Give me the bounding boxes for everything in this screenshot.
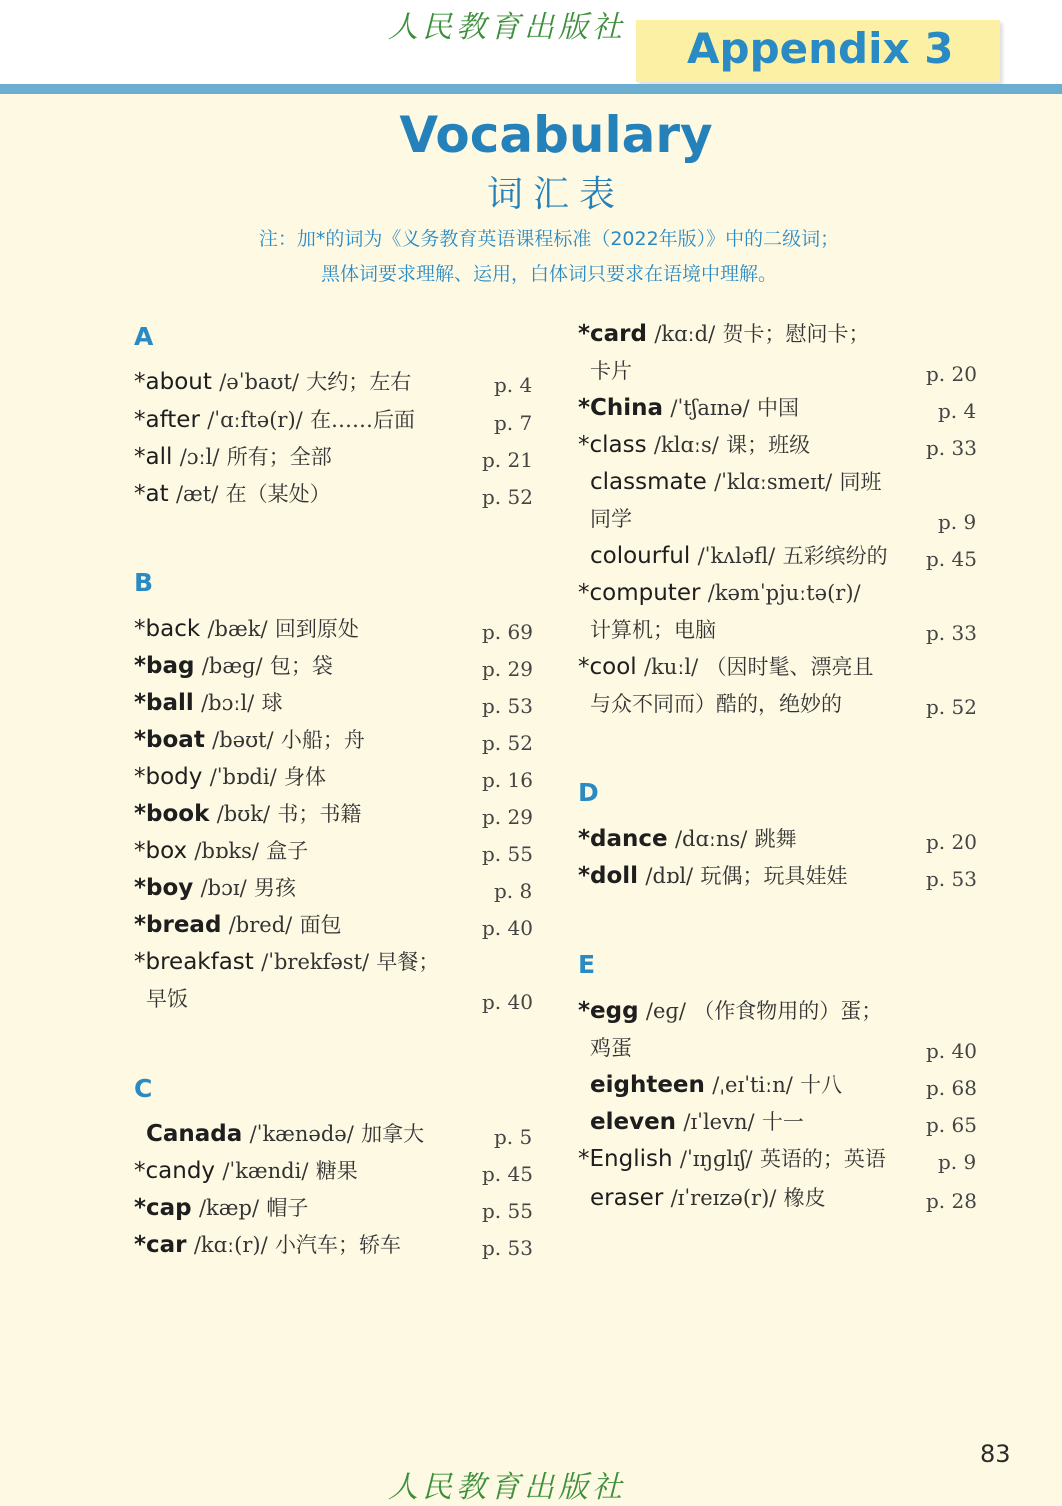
appendix-label: Appendix 3: [687, 24, 954, 73]
vocab-entry: [578, 394, 799, 422]
entry-definition: 早饭: [146, 987, 188, 1011]
entry-word: *about: [134, 369, 212, 395]
entry-phonetic: /ˈbɒdi/: [209, 765, 277, 789]
entry-page: p. 52: [926, 695, 977, 719]
entry-word: *cap: [134, 1195, 192, 1221]
entry-definition: 五彩缤纷的: [782, 544, 888, 568]
vocab-entry: [578, 653, 874, 681]
entry-word: *bread: [134, 912, 222, 938]
vocab-entry: [134, 763, 326, 791]
entry-word: *back: [134, 616, 201, 642]
entry-word: *at: [134, 481, 169, 507]
entry-definition: 身体: [283, 765, 326, 789]
header-divider: [0, 84, 1062, 94]
vocab-entry: [578, 431, 810, 459]
entry-definition: 在（某处）: [225, 482, 331, 506]
entry-word: *boat: [134, 727, 205, 753]
vocab-entry: [134, 911, 342, 939]
entry-page: p. 68: [926, 1076, 977, 1100]
vocab-entry: [134, 689, 283, 717]
entry-page: p. 52: [482, 731, 533, 755]
entry-word: *class: [578, 432, 647, 458]
entry-page: p. 29: [482, 805, 533, 829]
vocab-entry-continued: [590, 357, 632, 385]
vocab-entry: [134, 443, 332, 471]
entry-phonetic: /ɪˈreɪzə(r)/: [670, 1186, 777, 1210]
section-letter-d: D: [578, 778, 599, 807]
vocab-entry: [578, 320, 869, 348]
vocab-entry: [134, 480, 331, 508]
entry-word: *all: [134, 444, 173, 470]
entry-phonetic: /ˈkʌləfl/: [697, 544, 776, 568]
entry-phonetic: /ˈklɑːsmeɪt/: [714, 470, 833, 494]
entry-page: p. 40: [482, 916, 533, 940]
entry-definition: 玩偶；玩具娃娃: [700, 864, 848, 888]
entry-phonetic: /ɔːl/: [179, 445, 220, 469]
vocab-entry: [578, 825, 797, 853]
entry-definition: 同学: [590, 507, 632, 531]
entry-definition: 大约；左右: [306, 370, 412, 394]
vocab-entry: [590, 1108, 804, 1136]
entry-page: p. 53: [482, 1236, 533, 1260]
section-letter-e: E: [578, 950, 596, 979]
entry-word: *car: [134, 1232, 187, 1258]
entry-word: eighteen: [590, 1072, 705, 1098]
vocab-entry: [578, 1145, 886, 1173]
vocab-entry-continued: [146, 985, 188, 1013]
entry-phonetic: /kɑːd/: [654, 322, 716, 346]
section-letter-c: C: [134, 1074, 153, 1103]
entry-definition: 糖果: [315, 1159, 358, 1183]
entry-phonetic: /æt/: [175, 482, 219, 506]
entry-page: p. 21: [482, 448, 533, 472]
entry-definition: 与众不同而）酷的，绝妙的: [590, 692, 842, 716]
entry-word: *candy: [134, 1158, 216, 1184]
entry-phonetic: /klɑːs/: [653, 433, 719, 457]
entry-phonetic: /bɔɪ/: [200, 876, 247, 900]
entry-definition: 面包: [299, 913, 342, 937]
entry-definition: 回到原处: [274, 617, 359, 641]
entry-definition: 帽子: [266, 1196, 309, 1220]
entry-page: p. 5: [494, 1125, 533, 1149]
entry-word: *book: [134, 801, 210, 827]
entry-phonetic: /ˈkænədə/: [249, 1122, 354, 1146]
entry-word: colourful: [590, 543, 691, 569]
entry-phonetic: /ˈɪŋɡlɪʃ/: [679, 1147, 753, 1171]
entry-definition: 小船；舟: [280, 728, 365, 752]
entry-word: *English: [578, 1146, 673, 1172]
entry-phonetic: /kuːl/: [644, 655, 699, 679]
vocab-entry-continued: [590, 690, 842, 718]
entry-phonetic: /bʊk/: [216, 802, 271, 826]
entry-word: *dance: [578, 826, 668, 852]
note-line-1: 注：加*的词为《义务教育英语课程标准（2022年版）》中的二级词；: [258, 228, 840, 250]
vocab-entry: [590, 1071, 842, 1099]
entry-definition: 包；袋: [269, 654, 333, 678]
vocab-entry: [146, 1120, 424, 1148]
entry-page: p. 52: [482, 485, 533, 509]
entry-phonetic: /bæɡ/: [201, 654, 263, 678]
entry-word: *box: [134, 838, 188, 864]
entry-page: p. 53: [482, 694, 533, 718]
entry-definition: 十一: [761, 1110, 804, 1134]
entry-page: p. 9: [938, 510, 977, 534]
entry-definition: 计算机；电脑: [590, 618, 716, 642]
entry-definition: 英语的；英语: [759, 1147, 886, 1171]
entry-word: *bag: [134, 653, 195, 679]
entry-phonetic: /əˈbaʊt/: [219, 370, 299, 394]
entry-page: p. 8: [494, 879, 533, 903]
vocab-entry: [134, 726, 365, 754]
entry-definition: 男孩: [254, 876, 296, 900]
entry-phonetic: /dɑːns/: [674, 827, 748, 851]
entry-phonetic: /ˌeɪˈtiːn/: [712, 1073, 793, 1097]
vocab-entry: [134, 948, 439, 976]
vocab-entry: [134, 837, 308, 865]
entry-page: p. 29: [482, 657, 533, 681]
publisher-logo-footer: 人民教育出版社: [388, 1470, 626, 1505]
entry-definition: 跳舞: [754, 827, 797, 851]
entry-phonetic: /ˈtʃaɪnə/: [670, 396, 750, 420]
entry-page: p. 33: [926, 621, 977, 645]
entry-page: p. 16: [482, 768, 533, 792]
entry-definition: 盒子: [266, 839, 309, 863]
entry-definition: 球: [261, 691, 283, 715]
entry-word: *China: [578, 395, 664, 421]
vocab-entry: [134, 800, 361, 828]
entry-phonetic: /bəʊt/: [212, 728, 274, 752]
entry-word: eraser: [590, 1185, 664, 1211]
entry-page: p. 20: [926, 830, 977, 854]
entry-page: p. 53: [926, 867, 977, 891]
vocab-entry: [590, 542, 888, 570]
entry-page: p. 45: [482, 1162, 533, 1186]
note-line-2: 黑体词要求理解、运用，白体词只要求在语境中理解。: [320, 263, 777, 285]
entry-definition: 十八: [800, 1073, 843, 1097]
entry-definition: （作食物用的）蛋；: [693, 999, 883, 1023]
entry-page: p. 69: [482, 620, 533, 644]
entry-page: p. 4: [494, 373, 533, 397]
entry-page: p. 33: [926, 436, 977, 460]
entry-phonetic: /bɒks/: [194, 839, 259, 863]
entry-word: *body: [134, 764, 203, 790]
entry-word: *card: [578, 321, 647, 347]
entry-phonetic: /ˈbrekfəst/: [261, 950, 370, 974]
entry-phonetic: /kɑː(r)/: [193, 1233, 268, 1257]
entry-phonetic: /bred/: [228, 913, 293, 937]
entry-page: p. 45: [926, 547, 977, 571]
entry-definition: 贺卡；慰问卡；: [722, 322, 870, 346]
entry-word: *boy: [134, 875, 194, 901]
entry-page: p. 7: [494, 411, 533, 435]
entry-definition: 书；书籍: [277, 802, 362, 826]
entry-word: *doll: [578, 863, 639, 889]
entry-page: p. 65: [926, 1113, 977, 1137]
vocab-entry: [134, 652, 333, 680]
vocab-entry: [134, 1194, 308, 1222]
entry-word: *ball: [134, 690, 194, 716]
entry-page: p. 4: [938, 399, 977, 423]
entry-definition: 课；班级: [726, 433, 811, 457]
vocab-entry: [590, 468, 882, 496]
entry-word: eleven: [590, 1109, 677, 1135]
entry-word: *cool: [578, 654, 637, 680]
entry-definition: 中国: [756, 396, 799, 420]
page-number: 83: [980, 1440, 1011, 1468]
entry-page: p. 55: [482, 842, 533, 866]
entry-word: classmate: [590, 469, 707, 495]
entry-page: p. 28: [926, 1189, 977, 1213]
entry-phonetic: /kæp/: [198, 1196, 260, 1220]
vocab-entry: [134, 1157, 358, 1185]
entry-definition: 在……后面: [310, 408, 416, 432]
entry-page: p. 40: [482, 990, 533, 1014]
vocab-entry: [590, 1184, 826, 1212]
entry-word: Canada: [146, 1121, 243, 1147]
entry-definition: 同班: [839, 470, 882, 494]
entry-definition: 所有；全部: [226, 445, 332, 469]
entry-phonetic: /bæk/: [207, 617, 268, 641]
entry-definition: 橡皮: [783, 1186, 826, 1210]
entry-page: p. 40: [926, 1039, 977, 1063]
section-letter-b: B: [134, 568, 154, 597]
entry-page: p. 55: [482, 1199, 533, 1223]
entry-phonetic: /eɡ/: [645, 999, 686, 1023]
vocab-entry: [578, 579, 861, 607]
section-letter-a: A: [134, 322, 154, 351]
vocab-entry: [134, 368, 411, 396]
vocab-entry: [134, 406, 415, 434]
entry-phonetic: /kəmˈpjuːtə(r)/: [707, 581, 861, 605]
vocab-entry: [134, 1231, 401, 1259]
entry-phonetic: /bɔːl/: [201, 691, 255, 715]
entry-definition: （因时髦、漂亮且: [705, 655, 874, 679]
entry-definition: 卡片: [590, 359, 632, 383]
publisher-logo: 人民教育出版社: [388, 10, 626, 45]
entry-phonetic: /ɪˈlevn/: [683, 1110, 755, 1134]
entry-page: p. 9: [938, 1150, 977, 1174]
vocab-entry-continued: [590, 1034, 632, 1062]
vocab-entry: [578, 997, 882, 1025]
entry-word: *breakfast: [134, 949, 254, 975]
entry-word: *after: [134, 407, 200, 433]
entry-page: p. 20: [926, 362, 977, 386]
entry-definition: 小汽车；轿车: [274, 1233, 401, 1257]
vocab-entry: [578, 862, 847, 890]
vocab-entry: [134, 874, 296, 902]
vocab-entry: [134, 615, 359, 643]
entry-definition: 加拿大: [361, 1122, 425, 1146]
entry-word: *computer: [578, 580, 701, 606]
entry-definition: 鸡蛋: [590, 1036, 632, 1060]
entry-phonetic: /dɒl/: [645, 864, 694, 888]
entry-word: *egg: [578, 998, 639, 1024]
entry-definition: 早餐；: [376, 950, 440, 974]
page-subtitle: 词汇表: [486, 174, 625, 215]
page-title: Vocabulary: [399, 106, 713, 164]
vocab-entry-continued: [590, 505, 632, 533]
entry-phonetic: /ˈɑːftə(r)/: [207, 408, 303, 432]
vocab-entry-continued: [590, 616, 716, 644]
entry-phonetic: /ˈkændi/: [222, 1159, 309, 1183]
